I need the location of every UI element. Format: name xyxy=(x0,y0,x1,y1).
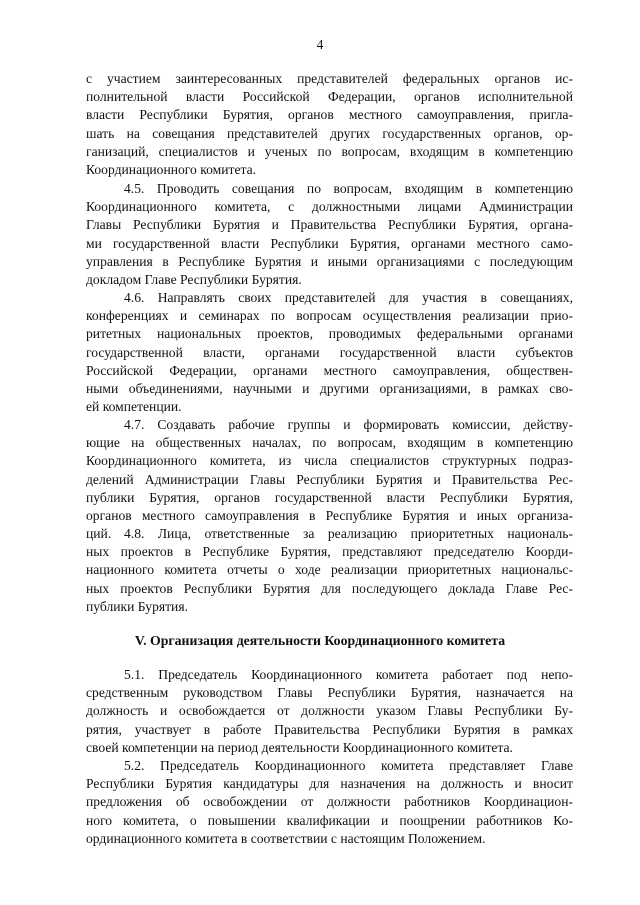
text-line: ных проектов в Республике Бурятия, представляют председателю Коорди- xyxy=(86,544,573,560)
text-line: управления в Республике Бурятия и иными организациями с последующим xyxy=(86,253,573,269)
text-line: органов местного самоуправления в Республике Бурятия и иных организа- xyxy=(86,507,573,523)
text-line: ганизаций, специалистов и ученых по вопросам, входящим в компетенцию xyxy=(86,143,573,159)
text-line: докладом Главе Республики Бурятия. xyxy=(86,271,302,287)
text-line: ей компетенции. xyxy=(86,399,182,415)
text-line: ординационного комитета в соответствии с настоящим Положением. xyxy=(86,830,486,846)
text-line: Координационного комитета. xyxy=(86,161,257,177)
text-line: 4.6. Направлять своих представителей для участия в совещаниях, xyxy=(124,290,573,305)
paragraph-4-8 xyxy=(86,525,573,616)
paragraph-5-2 xyxy=(86,757,573,848)
text-line: государственной власти, органами государственной власти субъектов xyxy=(86,344,573,360)
paragraph-5-1 xyxy=(86,666,573,757)
text-line: ного комитета, о повышении квалификации и поощрении работников Ко- xyxy=(86,812,573,828)
paragraph-4-5 xyxy=(86,180,573,289)
text-line: конференциях и семинарах по вопросам осуществления реализации прио- xyxy=(86,308,573,324)
text-line: с участием заинтересованных представителей федеральных органов ис- xyxy=(86,71,573,86)
page-number: 4 xyxy=(316,37,324,52)
text-line: 4.7. Создавать рабочие группы и формировать комиссии, действу- xyxy=(124,417,573,432)
text-line: должность и освобождается от должности указом Главы Республики Бу- xyxy=(86,703,573,719)
text-line: Республики Бурятия кандидатуры для назначения на должность и вносит xyxy=(86,776,573,792)
text-line: делений Администрации Главы Республики Бурятия и Правительства Рес- xyxy=(86,471,573,487)
text-line: Главы Республики Бурятия и Правительства Республики Бурятия, органа- xyxy=(86,217,573,233)
text-line: Российской Федерации, органами местного самоуправления, обществен- xyxy=(86,362,573,378)
text-line: власти Республики Бурятия, органов местного самоуправления, пригла- xyxy=(86,107,573,123)
text-line: ций. xyxy=(86,526,112,542)
text-line: рятия, участвует в работе Правительства Республики Бурятия в рамках xyxy=(86,721,573,737)
text-line: публики Бурятия, органов государственной власти Республики Бурятия, xyxy=(86,489,573,505)
text-line: ными объединениями, научными и другими организациями, в рамках сво- xyxy=(86,380,573,396)
text-line: 4.8. Лица, ответственные за реализацию приоритетных националь- xyxy=(124,526,573,541)
text-line: публики Бурятия. xyxy=(86,598,188,614)
paragraph-4-6 xyxy=(86,289,573,416)
text-line: 4.5. Проводить совещания по вопросам, входящим в компетенцию xyxy=(124,181,573,196)
text-line: шать на совещания представителей других государственных органов, ор- xyxy=(86,125,573,141)
text-line: 5.2. Председатель Координационного комитета представляет Главе xyxy=(124,758,573,773)
text-line: ми государственной власти Республики Бурятия, органами местного само- xyxy=(86,235,573,251)
text-line: ющие на общественных началах, по вопросам, входящим в компетенцию xyxy=(86,435,573,451)
text-line: национного комитета отчеты о ходе реализации приоритетных национальс- xyxy=(86,562,573,578)
text-line: полнительной власти Российской Федерации, органов исполнительной xyxy=(86,89,573,105)
text-line: средственным руководством Главы Республики Бурятия, назначается на xyxy=(86,685,573,701)
paragraph-intro xyxy=(86,70,573,179)
text-line: своей компетенции на период деятельности Координационного комитета. xyxy=(86,739,513,755)
text-line: Координационного комитета, с должностными лицами Администрации xyxy=(86,199,573,215)
text-line: Координационного комитета, из числа специалистов структурных подраз- xyxy=(86,453,573,469)
text-line: предложения об освобождении от должности работников Координацион- xyxy=(86,794,573,810)
text-line: ритетных национальных проектов, проводимых федеральными органами xyxy=(86,326,573,342)
section-heading: V. Организация деятельности Координационного комитета xyxy=(134,633,506,648)
text-line: 5.1. Председатель Координационного комитета работает под непо- xyxy=(124,667,573,682)
text-line: ных проектов Республики Бурятия для последующего доклада Главе Рес- xyxy=(86,580,573,596)
